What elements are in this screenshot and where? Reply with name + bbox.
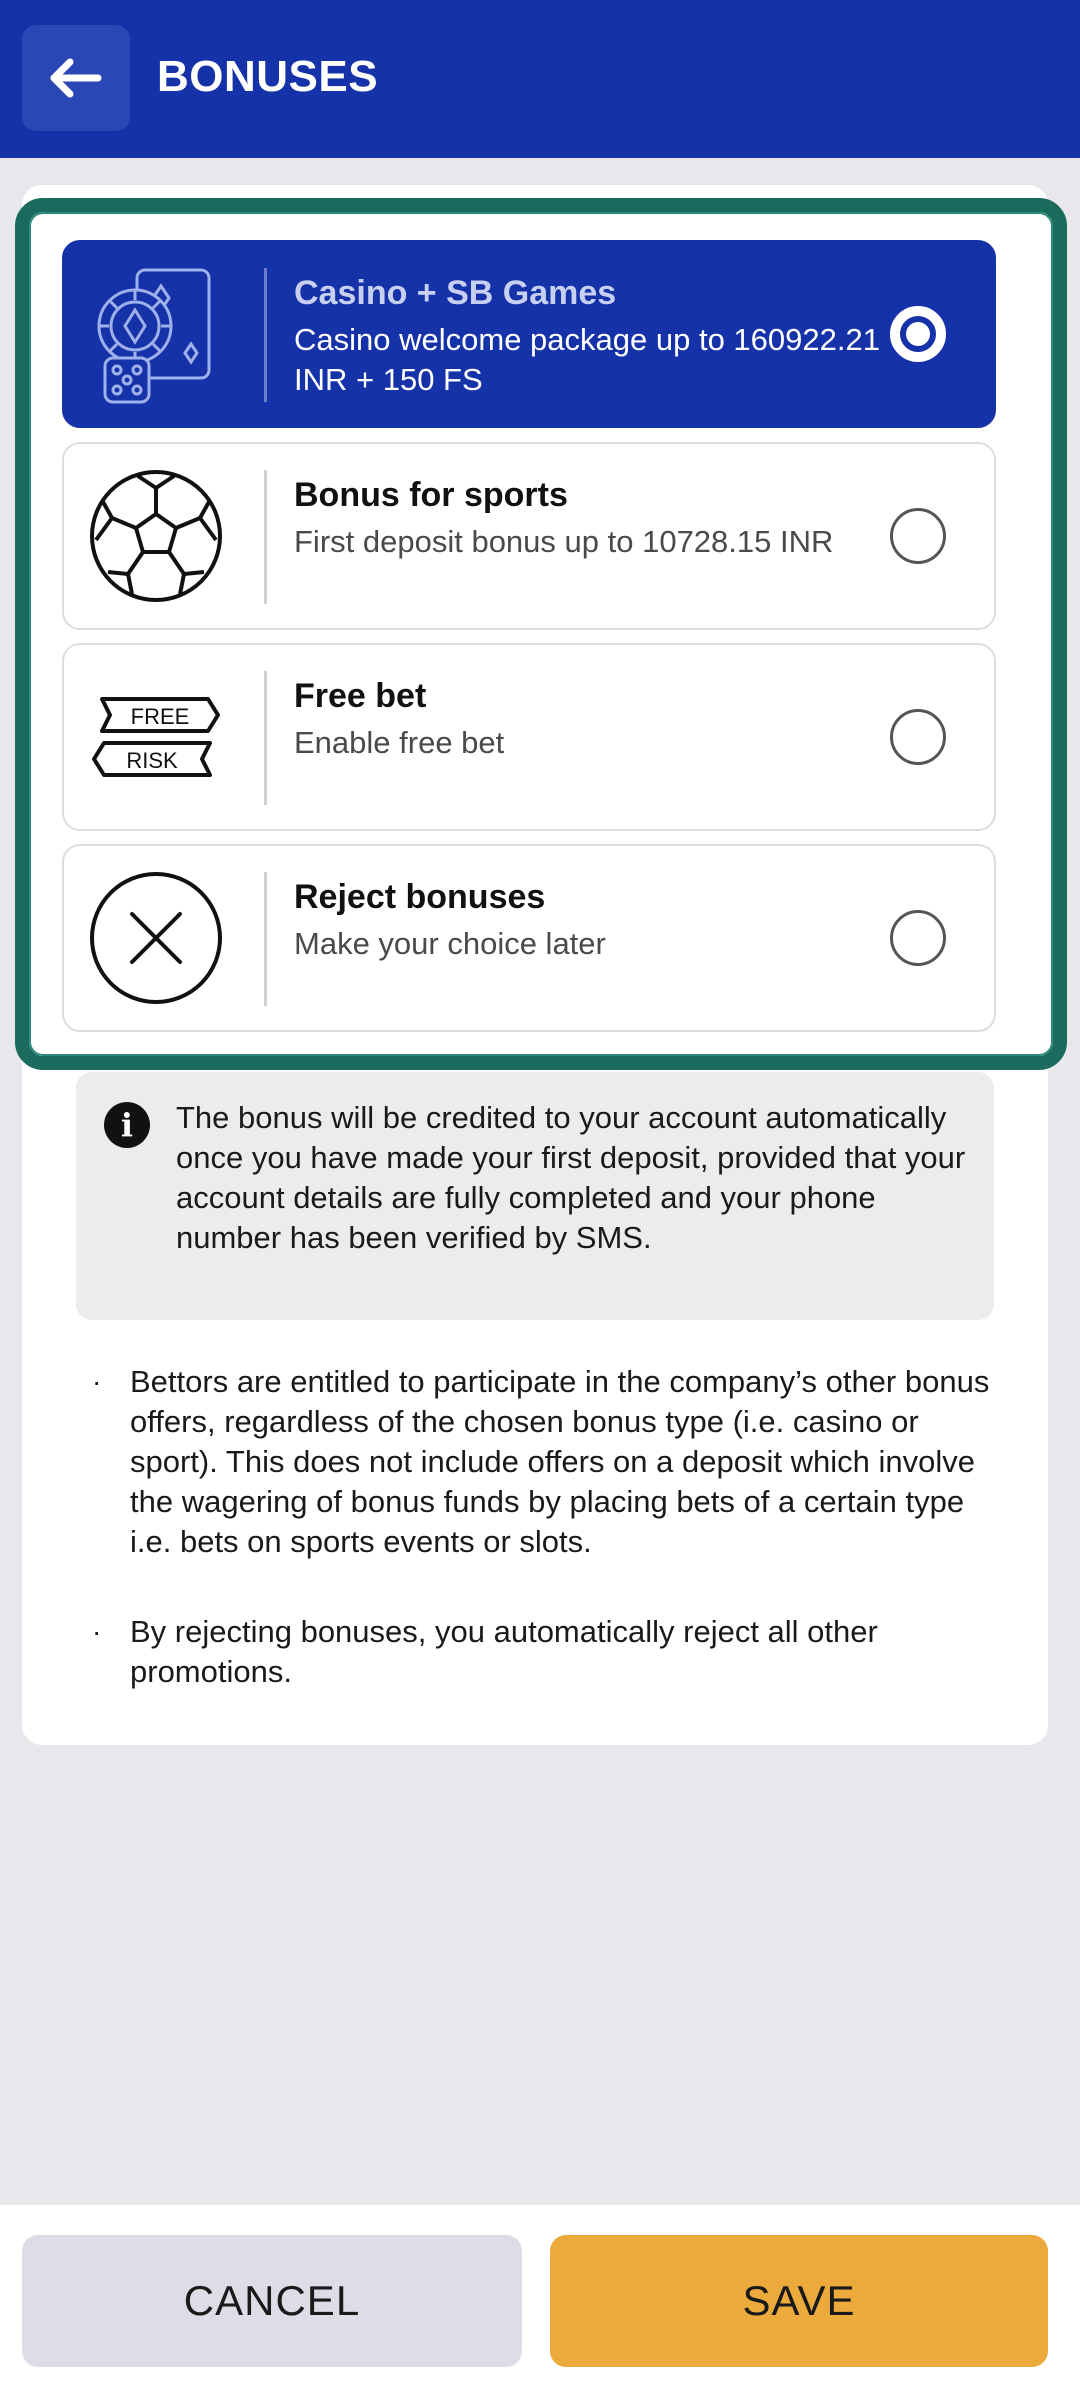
bullet-text: Bettors are entitled to participate in the company’s other bonus offers, regardless of the chosen bonus type (i.e. casino or sport). This does not include offers on a deposit which involve the wagering of bonus funds by placing bets of a certain type i.e. bets on sports events or slots. (130, 1364, 990, 1559)
back-button[interactable] (22, 25, 130, 131)
option-title: Free bet (294, 677, 427, 715)
bonus-option-casino[interactable] (62, 240, 996, 428)
cancel-button[interactable]: CANCEL (22, 2235, 522, 2367)
option-description: Enable free bet (294, 725, 505, 760)
bonus-notice (76, 1072, 994, 1320)
bonus-option-sports[interactable] (62, 442, 996, 630)
option-divider (264, 470, 267, 604)
radio-button[interactable] (890, 910, 946, 966)
option-divider (264, 268, 267, 402)
ticket-text-bottom: RISK (126, 748, 178, 773)
free-risk-ticket-icon (84, 665, 228, 809)
reject-x-icon (84, 866, 228, 1010)
option-title: Casino + SB Games (294, 274, 617, 312)
option-divider (264, 872, 267, 1006)
option-title: Bonus for sports (294, 476, 568, 514)
soccer-ball-icon (84, 464, 228, 608)
bullet-dot-icon: · (92, 1366, 102, 1397)
option-description: First deposit bonus up to 10728.15 INR (294, 524, 834, 559)
radio-button-selected[interactable] (890, 306, 946, 362)
option-description: Casino welcome package up to 160922.21 INR + 150 FS (294, 322, 880, 397)
radio-button[interactable] (890, 709, 946, 765)
ticket-text-top: FREE (130, 704, 190, 729)
notice-text: The bonus will be credited to your account automatically once you have made your first deposit, provided that your account details are fully completed and your phone number has been verified by SMS. (176, 1100, 966, 1255)
bullet-text: By rejecting bonuses, you automatically reject all other promotions. (130, 1614, 878, 1689)
arrow-left-icon (50, 58, 102, 98)
info-icon: i (104, 1102, 150, 1148)
option-title: Reject bonuses (294, 878, 546, 916)
casino-chip-cards-dice-icon (84, 262, 228, 406)
terms-bullet (92, 1612, 1008, 1692)
page-title: BONUSES (157, 52, 379, 101)
option-divider (264, 671, 267, 805)
bullet-dot-icon: · (92, 1616, 102, 1647)
save-button[interactable]: SAVE (550, 2235, 1048, 2367)
option-description: Make your choice later (294, 926, 606, 961)
terms-bullet (92, 1362, 1008, 1562)
radio-button[interactable] (890, 508, 946, 564)
bonus-option-reject[interactable] (62, 844, 996, 1032)
bonus-option-free-bet[interactable] (62, 643, 996, 831)
app-header (0, 0, 1080, 158)
